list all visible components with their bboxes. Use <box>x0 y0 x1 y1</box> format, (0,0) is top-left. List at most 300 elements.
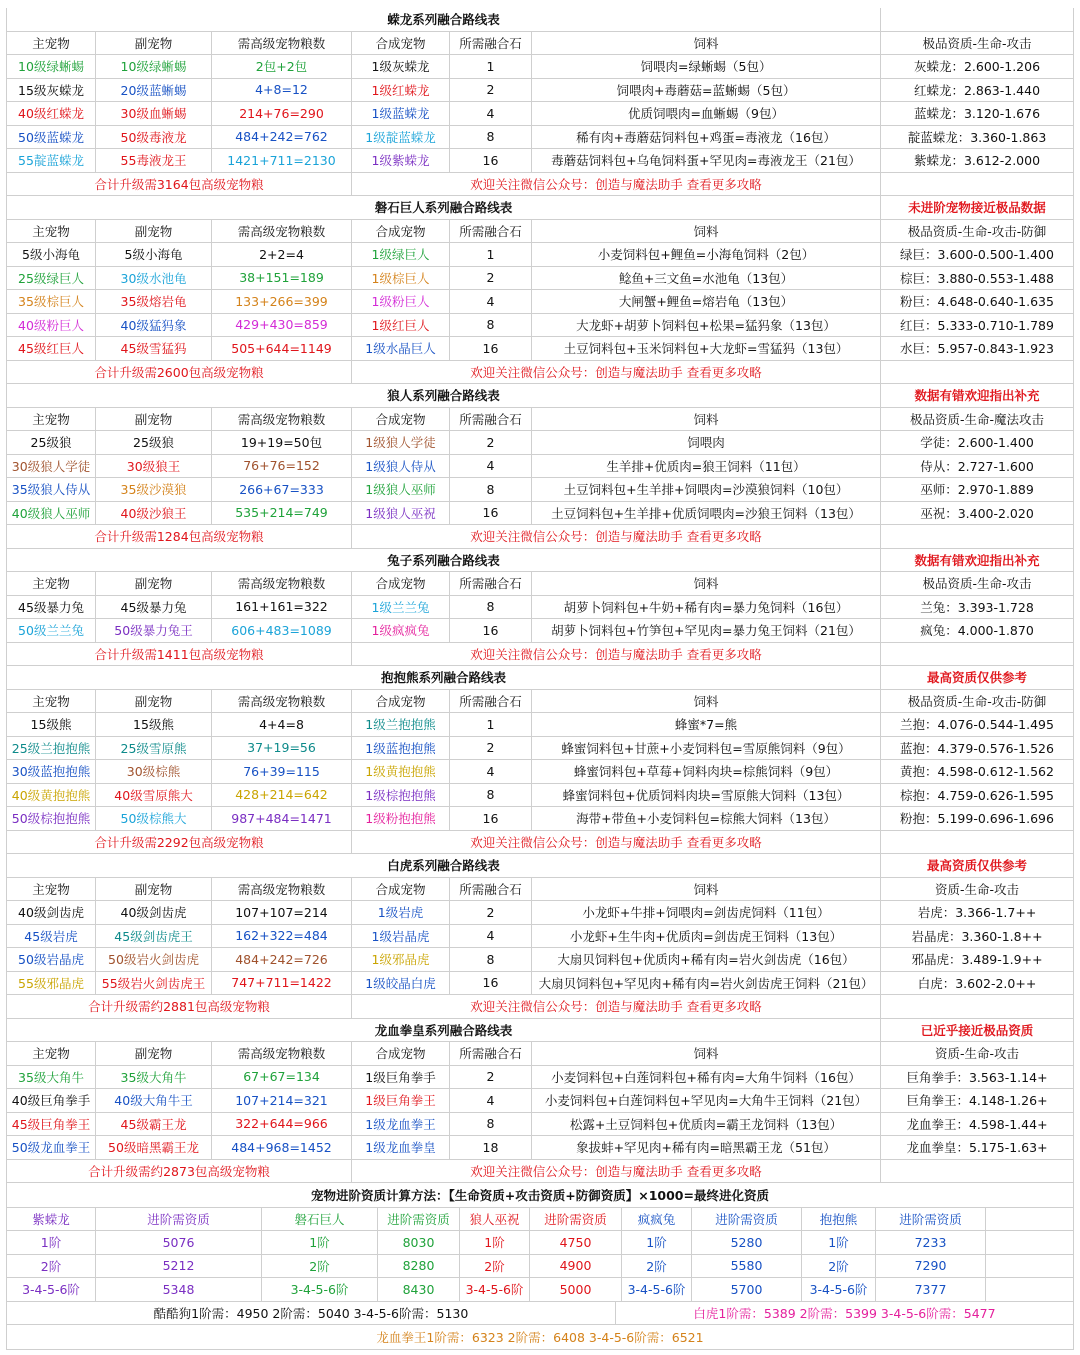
cell-feed: 胡萝卜饲料包+竹笋包+罕见肉=暴力兔王饲料（21包） <box>532 619 881 643</box>
table-title: 狼人系列融合路线表 <box>6 384 881 408</box>
cell-sub: 30级棕熊 <box>96 760 212 784</box>
cell-feed: 松露+土豆饲料包+优质肉=霸王龙饲料（13包） <box>532 1113 881 1137</box>
header-grain: 需高级宠物粮数 <box>212 32 352 56</box>
table-row <box>6 290 1074 314</box>
cell-sub: 5级小海龟 <box>96 243 212 267</box>
table-row <box>6 972 1074 996</box>
calc-pet-name: 磐石巨人 <box>262 1208 378 1232</box>
calc-value: 5076 <box>96 1231 262 1255</box>
table-title: 磐石巨人系列融合路线表 <box>6 196 881 220</box>
header-fused: 合成宠物 <box>352 408 450 432</box>
cell-grain: 987+484=1471 <box>212 807 352 831</box>
cell-stone: 8 <box>450 784 532 808</box>
calc-row <box>6 1255 1074 1279</box>
cell-main: 40级红蝾龙 <box>6 102 96 126</box>
table-row <box>6 267 1074 291</box>
blank-cell <box>986 1278 1074 1302</box>
header-stone: 所需融合石 <box>450 878 532 902</box>
cell-main: 35级狼人侍从 <box>6 478 96 502</box>
cell-sub: 25级雪原熊 <box>96 737 212 761</box>
cell-sub: 25级狼 <box>96 431 212 455</box>
cell-grain: 161+161=322 <box>212 596 352 620</box>
cell-stone: 1 <box>450 713 532 737</box>
cell-sub: 40级沙狼王 <box>96 502 212 526</box>
header-grain: 需高级宠物粮数 <box>212 220 352 244</box>
cell-fused: 1级邪晶虎 <box>352 948 450 972</box>
cell-grain: 214+76=290 <box>212 102 352 126</box>
cell-fused: 1级红巨人 <box>352 314 450 338</box>
table-note: 最高资质仅供参考 <box>881 854 1074 878</box>
cell-grain: 747+711=1422 <box>212 972 352 996</box>
cell-stone: 16 <box>450 337 532 361</box>
table-row <box>6 126 1074 150</box>
header-main: 主宠物 <box>6 408 96 432</box>
cell-feed: 小龙虾+牛排+饲喂肉=剑齿虎饲料（11包） <box>532 901 881 925</box>
table-block-6 <box>6 1019 1074 1184</box>
cell-feed: 胡萝卜饲料包+牛奶+稀有肉=暴力兔饲料（16包） <box>532 596 881 620</box>
cell-stat: 灰蝾龙：2.600-1.206 <box>881 55 1074 79</box>
cell-sub: 45级剑齿虎王 <box>96 925 212 949</box>
cell-feed: 大扇贝饲料包+优质肉+稀有肉=岩火剑齿虎（16包） <box>532 948 881 972</box>
table-block-2 <box>6 384 1074 549</box>
table-title: 龙血拳皇系列融合路线表 <box>6 1019 881 1043</box>
header-row <box>6 690 1074 714</box>
header-stat: 极品资质-生命-攻击 <box>881 572 1074 596</box>
table-block-1 <box>6 196 1074 384</box>
cell-stat: 黄抱：4.598-0.612-1.562 <box>881 760 1074 784</box>
cell-main: 35级大角牛 <box>6 1066 96 1090</box>
cell-grain: 505+644=1149 <box>212 337 352 361</box>
total-text: 合计升级需3164包高级宠物粮 <box>6 173 352 197</box>
cell-sub: 50级暗黑霸王龙 <box>96 1136 212 1160</box>
cell-feed: 蜂蜜饲料包+优质饲料肉块=雪原熊大饲料（13包） <box>532 784 881 808</box>
cell-stone: 8 <box>450 1113 532 1137</box>
cell-main: 55靛蓝蝾龙 <box>6 149 96 173</box>
cell-fused: 1级蓝蝾龙 <box>352 102 450 126</box>
header-fused: 合成宠物 <box>352 878 450 902</box>
cell-feed: 大扇贝饲料包+罕见肉+稀有肉=岩火剑齿虎王饲料（21包） <box>532 972 881 996</box>
cell-main: 45级巨角拳王 <box>6 1113 96 1137</box>
calc-header-row <box>6 1208 1074 1232</box>
cell-main: 45级岩虎 <box>6 925 96 949</box>
cell-fused: 1级狼人巫师 <box>352 478 450 502</box>
cell-feed: 饲喂肉 <box>532 431 881 455</box>
header-sub: 副宠物 <box>96 878 212 902</box>
cell-grain: 266+67=333 <box>212 478 352 502</box>
header-main: 主宠物 <box>6 572 96 596</box>
total-text: 合计升级需2600包高级宠物粮 <box>6 361 352 385</box>
cell-sub: 35级沙漠狼 <box>96 478 212 502</box>
header-feed: 饲料 <box>532 1042 881 1066</box>
cell-main: 30级狼人学徒 <box>6 455 96 479</box>
cell-stat: 水巨：5.957-0.843-1.923 <box>881 337 1074 361</box>
cell-sub: 35级熔岩龟 <box>96 290 212 314</box>
cell-fused: 1级棕抱抱熊 <box>352 784 450 808</box>
cell-grain: 19+19=50包 <box>212 431 352 455</box>
calc-value: 8280 <box>378 1255 460 1279</box>
cell-fused: 1级黄抱抱熊 <box>352 760 450 784</box>
cell-main: 30级蓝抱抱熊 <box>6 760 96 784</box>
fusion-route-sheet <box>6 8 1074 1350</box>
cell-stat: 巫师：2.970-1.889 <box>881 478 1074 502</box>
cell-grain: 2包+2包 <box>212 55 352 79</box>
table-row <box>6 737 1074 761</box>
cell-stone: 2 <box>450 737 532 761</box>
cell-grain: 107+214=321 <box>212 1089 352 1113</box>
cell-feed: 蜂蜜饲料包+草莓+饲料肉块=棕熊饲料（9包） <box>532 760 881 784</box>
header-stone: 所需融合石 <box>450 1042 532 1066</box>
cell-grain: 322+644=966 <box>212 1113 352 1137</box>
calc-req-label: 进阶需资质 <box>692 1208 802 1232</box>
table-title-row <box>6 666 1074 690</box>
cell-stone: 16 <box>450 149 532 173</box>
cell-grain: 484+968=1452 <box>212 1136 352 1160</box>
table-row <box>6 55 1074 79</box>
calc-level: 1阶 <box>6 1231 96 1255</box>
calc-value: 7290 <box>876 1255 986 1279</box>
total-row <box>6 643 1074 667</box>
cell-fused: 1级靛蓝蝾龙 <box>352 126 450 150</box>
table-row <box>6 102 1074 126</box>
calc-pet-name: 抱抱熊 <box>802 1208 876 1232</box>
cell-fused: 1级粉抱抱熊 <box>352 807 450 831</box>
total-row <box>6 831 1074 855</box>
promo-text: 欢迎关注微信公众号：创造与魔法助手 查看更多攻略 <box>352 831 881 855</box>
calc-level: 3-4-5-6阶 <box>262 1278 378 1302</box>
cell-fused: 1级狼人学徒 <box>352 431 450 455</box>
table-block-4 <box>6 666 1074 854</box>
table-title-row <box>6 8 1074 32</box>
calc-level: 2阶 <box>6 1255 96 1279</box>
table-row <box>6 1089 1074 1113</box>
cell-stat: 粉抱：5.199-0.696-1.696 <box>881 807 1074 831</box>
cell-stat: 蓝抱：4.379-0.576-1.526 <box>881 737 1074 761</box>
longxue-requirements: 龙血拳王1阶需：6323 2阶需：6408 3-4-5-6阶需：6521 <box>6 1325 1074 1350</box>
cell-feed: 鲶鱼+三文鱼=水池龟（13包） <box>532 267 881 291</box>
table-row <box>6 243 1074 267</box>
header-grain: 需高级宠物粮数 <box>212 1042 352 1066</box>
header-stone: 所需融合石 <box>450 220 532 244</box>
cell-sub: 35级大角牛 <box>96 1066 212 1090</box>
total-text: 合计升级需1411包高级宠物粮 <box>6 643 352 667</box>
header-fused: 合成宠物 <box>352 572 450 596</box>
total-row <box>6 361 1074 385</box>
calc-pet-name: 狼人巫祝 <box>460 1208 530 1232</box>
table-title: 抱抱熊系列融合路线表 <box>6 666 881 690</box>
cell-fused: 1级灰蝾龙 <box>352 55 450 79</box>
table-row <box>6 1066 1074 1090</box>
cell-sub: 55级岩火剑齿虎王 <box>96 972 212 996</box>
cell-stone: 8 <box>450 596 532 620</box>
blank-cell <box>986 1231 1074 1255</box>
table-title-row <box>6 384 1074 408</box>
table-note: 最高资质仅供参考 <box>881 666 1074 690</box>
calc-level: 1阶 <box>802 1231 876 1255</box>
cell-stone: 4 <box>450 1089 532 1113</box>
cell-feed: 象拔蚌+罕见肉+稀有肉=暗黑霸王龙（51包） <box>532 1136 881 1160</box>
cell-main: 10级绿蜥蜴 <box>6 55 96 79</box>
cell-sub: 20级蓝蜥蜴 <box>96 79 212 103</box>
cell-fused: 1级棕巨人 <box>352 267 450 291</box>
calc-level: 3-4-5-6阶 <box>460 1278 530 1302</box>
header-sub: 副宠物 <box>96 220 212 244</box>
header-feed: 饲料 <box>532 32 881 56</box>
header-feed: 饲料 <box>532 878 881 902</box>
header-stat: 极品资质-生命-攻击-防御 <box>881 220 1074 244</box>
calc-row <box>6 1231 1074 1255</box>
blank-cell <box>881 995 1074 1019</box>
cell-feed: 土豆饲料包+玉米饲料包+大龙虾=雪猛犸（13包） <box>532 337 881 361</box>
cell-feed: 饲喂肉+毒蘑菇=蓝蜥蜴（5包） <box>532 79 881 103</box>
cell-grain: 606+483=1089 <box>212 619 352 643</box>
cell-grain: 38+151=189 <box>212 267 352 291</box>
cell-grain: 133+266=399 <box>212 290 352 314</box>
cell-grain: 76+76=152 <box>212 455 352 479</box>
calc-value: 7233 <box>876 1231 986 1255</box>
cell-fused: 1级水晶巨人 <box>352 337 450 361</box>
table-row <box>6 784 1074 808</box>
header-stat: 资质-生命-攻击 <box>881 878 1074 902</box>
cell-sub: 45级雪猛犸 <box>96 337 212 361</box>
table-row <box>6 1136 1074 1160</box>
cell-feed: 土豆饲料包+生羊排+优质饲喂肉=沙狼王饲料（13包） <box>532 502 881 526</box>
table-row <box>6 455 1074 479</box>
header-sub: 副宠物 <box>96 32 212 56</box>
header-sub: 副宠物 <box>96 1042 212 1066</box>
cell-stat: 蓝蝾龙：3.120-1.676 <box>881 102 1074 126</box>
header-main: 主宠物 <box>6 1042 96 1066</box>
cell-stat: 紫蝾龙：3.612-2.000 <box>881 149 1074 173</box>
cell-sub: 55毒液龙王 <box>96 149 212 173</box>
cell-main: 40级黄抱抱熊 <box>6 784 96 808</box>
cell-grain: 428+214=642 <box>212 784 352 808</box>
cell-fused: 1级龙血拳皇 <box>352 1136 450 1160</box>
calc-title: 宠物进阶资质计算方法：【生命资质+攻击资质+防御资质】×1000=最终进化资质 <box>6 1183 1074 1208</box>
cell-stone: 8 <box>450 478 532 502</box>
header-main: 主宠物 <box>6 32 96 56</box>
cell-sub: 30级血蜥蜴 <box>96 102 212 126</box>
cell-main: 40级粉巨人 <box>6 314 96 338</box>
cell-stat: 疯兔：4.000-1.870 <box>881 619 1074 643</box>
cell-feed: 毒蘑菇饲料包+乌龟饲料蛋+罕见肉=毒液龙王（21包） <box>532 149 881 173</box>
table-title-row <box>6 854 1074 878</box>
table-row <box>6 901 1074 925</box>
blank-cell <box>881 173 1074 197</box>
cell-main: 50级兰兰兔 <box>6 619 96 643</box>
header-stat: 资质-生命-攻击 <box>881 1042 1074 1066</box>
header-grain: 需高级宠物粮数 <box>212 878 352 902</box>
cell-sub: 30级水池龟 <box>96 267 212 291</box>
table-row <box>6 502 1074 526</box>
cell-feed: 稀有肉+毒蘑菇饲料包+鸡蛋=毒液龙（16包） <box>532 126 881 150</box>
calc-level: 3-4-5-6阶 <box>802 1278 876 1302</box>
cell-sub: 40级猛犸象 <box>96 314 212 338</box>
cell-main: 55级邪晶虎 <box>6 972 96 996</box>
cell-stone: 2 <box>450 1066 532 1090</box>
cell-stone: 18 <box>450 1136 532 1160</box>
header-fused: 合成宠物 <box>352 32 450 56</box>
table-block-0 <box>6 8 1074 196</box>
cell-stat: 棕巨：3.880-0.553-1.488 <box>881 267 1074 291</box>
table-note: 数据有错欢迎指出补充 <box>881 384 1074 408</box>
cell-sub: 50级毒液龙 <box>96 126 212 150</box>
table-row <box>6 431 1074 455</box>
header-main: 主宠物 <box>6 690 96 714</box>
table-note: 数据有错欢迎指出补充 <box>881 549 1074 573</box>
table-title-row <box>6 1019 1074 1043</box>
cell-stat: 棕抱：4.759-0.626-1.595 <box>881 784 1074 808</box>
cell-fused: 1级狼人侍从 <box>352 455 450 479</box>
cell-stone: 16 <box>450 807 532 831</box>
cell-stone: 4 <box>450 925 532 949</box>
cell-sub: 15级熊 <box>96 713 212 737</box>
cell-grain: 429+430=859 <box>212 314 352 338</box>
header-sub: 副宠物 <box>96 408 212 432</box>
calc-pet-name: 紫蝾龙 <box>6 1208 96 1232</box>
header-row <box>6 220 1074 244</box>
promo-text: 欢迎关注微信公众号：创造与魔法助手 查看更多攻略 <box>352 995 881 1019</box>
cell-feed: 饲喂肉=绿蜥蜴（5包） <box>532 55 881 79</box>
table-row <box>6 807 1074 831</box>
header-stone: 所需融合石 <box>450 690 532 714</box>
cell-grain: 162+322=484 <box>212 925 352 949</box>
cell-stat: 学徒：2.600-1.400 <box>881 431 1074 455</box>
calc-value: 8030 <box>378 1231 460 1255</box>
cell-main: 40级巨角拳手 <box>6 1089 96 1113</box>
cell-feed: 海带+带鱼+小麦饲料包=棕熊大饲料（13包） <box>532 807 881 831</box>
cell-stat: 巫祝：3.400-2.020 <box>881 502 1074 526</box>
cell-main: 15级熊 <box>6 713 96 737</box>
cell-fused: 1级兰兰兔 <box>352 596 450 620</box>
calc-value: 8430 <box>378 1278 460 1302</box>
cell-fused: 1级皎晶白虎 <box>352 972 450 996</box>
cell-sub: 30级狼王 <box>96 455 212 479</box>
cell-stone: 16 <box>450 972 532 996</box>
cell-fused: 1级龙血拳王 <box>352 1113 450 1137</box>
cell-stat: 兰兔：3.393-1.728 <box>881 596 1074 620</box>
cell-stone: 2 <box>450 267 532 291</box>
cell-fused: 1级紫蝾龙 <box>352 149 450 173</box>
cell-stat: 邪晶虎：3.489-1.9++ <box>881 948 1074 972</box>
cell-grain: 484+242=726 <box>212 948 352 972</box>
cell-stone: 8 <box>450 314 532 338</box>
cell-fused: 1级粉巨人 <box>352 290 450 314</box>
table-title: 蝾龙系列融合路线表 <box>6 8 881 32</box>
table-title: 兔子系列融合路线表 <box>6 549 881 573</box>
cell-stat: 靛蓝蝾龙：3.360-1.863 <box>881 126 1074 150</box>
cell-sub: 45级暴力兔 <box>96 596 212 620</box>
table-row <box>6 760 1074 784</box>
cell-feed: 大龙虾+胡萝卜饲料包+松果=猛犸象（13包） <box>532 314 881 338</box>
total-row <box>6 525 1074 549</box>
table-row <box>6 596 1074 620</box>
blank-cell <box>881 1160 1074 1184</box>
promo-text: 欢迎关注微信公众号：创造与魔法助手 查看更多攻略 <box>352 525 881 549</box>
table-row <box>6 79 1074 103</box>
cell-feed: 优质饲喂肉=血蜥蜴（9包） <box>532 102 881 126</box>
table-row <box>6 478 1074 502</box>
promo-text: 欢迎关注微信公众号：创造与魔法助手 查看更多攻略 <box>352 361 881 385</box>
header-row <box>6 32 1074 56</box>
calc-value: 5348 <box>96 1278 262 1302</box>
table-row <box>6 925 1074 949</box>
cell-grain: 2+2=4 <box>212 243 352 267</box>
cell-stone: 4 <box>450 760 532 784</box>
cell-stone: 2 <box>450 901 532 925</box>
table-block-5 <box>6 854 1074 1019</box>
calc-level: 1阶 <box>460 1231 530 1255</box>
total-text: 合计升级需1284包高级宠物粮 <box>6 525 352 549</box>
blank-cell <box>986 1255 1074 1279</box>
cell-stone: 4 <box>450 102 532 126</box>
cell-stone: 2 <box>450 431 532 455</box>
cell-fused: 1级疯疯兔 <box>352 619 450 643</box>
cell-stone: 4 <box>450 455 532 479</box>
table-title-row <box>6 549 1074 573</box>
table-title-row <box>6 196 1074 220</box>
cell-feed: 蜂蜜饲料包+甘蔗+小麦饲料包=雪原熊饲料（9包） <box>532 737 881 761</box>
header-grain: 需高级宠物粮数 <box>212 572 352 596</box>
calc-value: 7377 <box>876 1278 986 1302</box>
header-stone: 所需融合石 <box>450 408 532 432</box>
cell-fused: 1级岩虎 <box>352 901 450 925</box>
calc-pet-name: 疯疯兔 <box>622 1208 692 1232</box>
header-stat: 极品资质-生命-攻击-防御 <box>881 690 1074 714</box>
calc-value: 5580 <box>692 1255 802 1279</box>
cell-main: 25级绿巨人 <box>6 267 96 291</box>
cell-feed: 蜂蜜*7=熊 <box>532 713 881 737</box>
cell-stat: 粉巨：4.648-0.640-1.635 <box>881 290 1074 314</box>
calc-level: 2阶 <box>262 1255 378 1279</box>
table-row <box>6 948 1074 972</box>
calc-req-label: 进阶需资质 <box>378 1208 460 1232</box>
calc-row <box>6 1278 1074 1302</box>
cell-stone: 8 <box>450 126 532 150</box>
cell-stat: 岩晶虎：3.360-1.8++ <box>881 925 1074 949</box>
cell-stone: 4 <box>450 290 532 314</box>
table-row <box>6 314 1074 338</box>
cell-main: 25级狼 <box>6 431 96 455</box>
cell-sub: 50级岩火剑齿虎 <box>96 948 212 972</box>
calc-level: 2阶 <box>622 1255 692 1279</box>
cell-fused: 1级红蝾龙 <box>352 79 450 103</box>
cell-main: 45级暴力兔 <box>6 596 96 620</box>
calc-value: 5212 <box>96 1255 262 1279</box>
header-grain: 需高级宠物粮数 <box>212 408 352 432</box>
calc-value: 4750 <box>530 1231 622 1255</box>
total-row <box>6 995 1074 1019</box>
cell-sub: 40级大角牛王 <box>96 1089 212 1113</box>
calc-value: 5280 <box>692 1231 802 1255</box>
header-fused: 合成宠物 <box>352 1042 450 1066</box>
cell-stone: 1 <box>450 55 532 79</box>
header-main: 主宠物 <box>6 878 96 902</box>
header-feed: 饲料 <box>532 690 881 714</box>
cell-stone: 16 <box>450 502 532 526</box>
cell-grain: 76+39=115 <box>212 760 352 784</box>
cell-stat: 岩虎：3.366-1.7++ <box>881 901 1074 925</box>
calc-level: 1阶 <box>622 1231 692 1255</box>
cell-grain: 37+19=56 <box>212 737 352 761</box>
cell-stone: 2 <box>450 79 532 103</box>
header-sub: 副宠物 <box>96 690 212 714</box>
header-row <box>6 878 1074 902</box>
calc-level: 3-4-5-6阶 <box>6 1278 96 1302</box>
cell-grain: 1421+711=2130 <box>212 149 352 173</box>
cell-main: 15级灰蝾龙 <box>6 79 96 103</box>
calc-value: 5000 <box>530 1278 622 1302</box>
cell-stat: 绿巨：3.600-0.500-1.400 <box>881 243 1074 267</box>
